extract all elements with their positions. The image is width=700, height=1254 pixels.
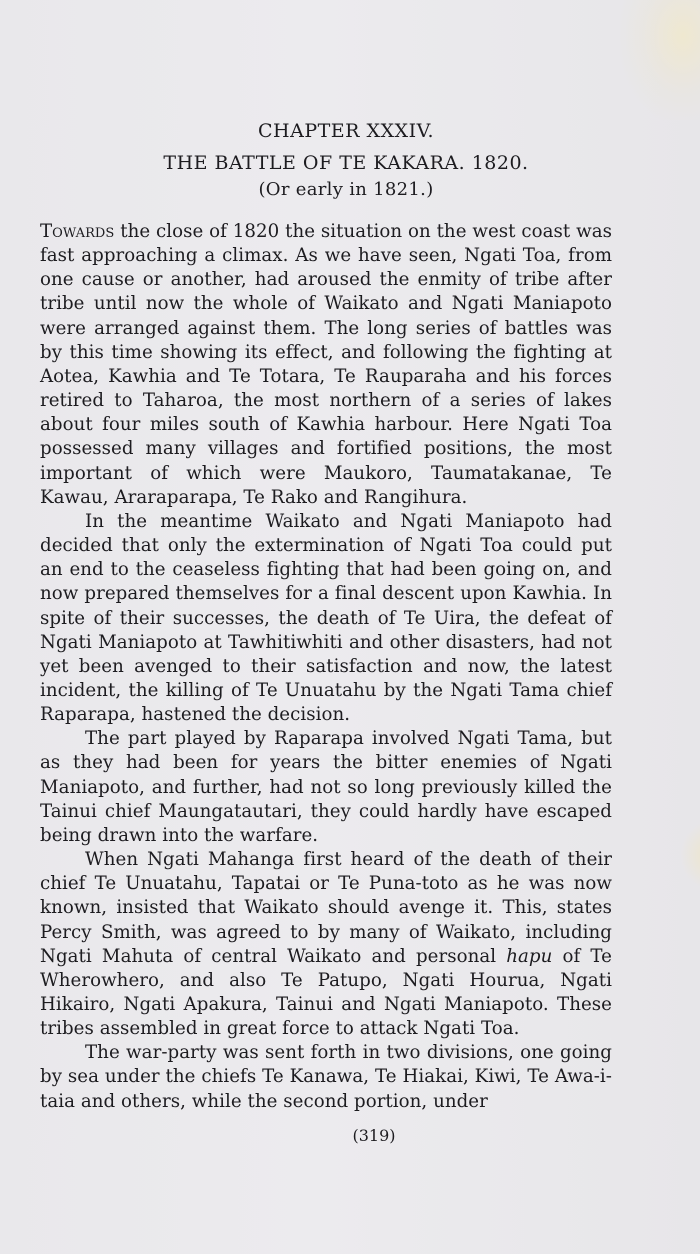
paragraph-lead-word: Towards [40, 221, 115, 242]
chapter-number: CHAPTER XXXIV. [257, 120, 435, 142]
paragraph [40, 220, 612, 510]
page-stain [620, 0, 700, 120]
chapter-title: THE BATTLE OF TE KAKARA. 1820. [163, 152, 529, 174]
paragraph-text: of Te Wherowhero, and also Te Patupo, Ngati Hourua, Ngati Hikairo, Ngati Apakura, Tainui and Ngati Maniapoto. These tribes assembled in great force to attack Ngati Toa. [40, 945, 612, 1040]
paragraph: The war-party was sent forth in two divisions, one going by sea under the chiefs Te Kanawa, Te Hiakai, Kiwi, Te Awa-i-taia and others, while the second portion, under [40, 1042, 612, 1112]
italic-term: hapu [506, 945, 553, 967]
paragraph-text: the close of 1820 the situation on the west coast was fast approaching a climax. As we have seen, Ngati Toa, from one cause or another, had aroused the enmity of tribe after tribe until now the whole of Waikato and Ngati Maniapoto were arranged against them. The long series of battles was by this time showing its effect, and following the fighting at Aotea, Kawhia and Te Totara, Te Rauparaha and his forces retired to Taharoa, the most northern of a series of lakes about four miles south of Kawhia harbour. Here Ngati Toa possessed many villages and fortified positions, the most important of which were Maukoro, Taumatakanae, Te Kawau, Araraparapa, Te Rako and Rangihura. [40, 221, 612, 508]
page-number: (319) [352, 1126, 396, 1145]
paragraph-text: When Ngati Mahanga first heard of the death of their chief Te Unuatahu, Tapatai or Te Puna-toto as he was now known, insisted that Waikato should avenge it. This, states Percy Smith, was agreed to by many of Waikato, including Ngati Mahuta of central Waikato and personal [40, 849, 612, 967]
paragraph: In the meantime Waikato and Ngati Maniapoto had decided that only the extermination of Ngati Toa could put an end to the ceaseless fighting that had been going on, and now prepared themselves for a final descent upon Kawhia. In spite of their successes, the death of Te Uira, the defeat of Ngati Maniapoto at Tawhitiwhiti and other disasters, had not yet been avenged to their satisfaction and now, the latest incident, the killing of Te Unuatahu by the Ngati Tama chief Raparapa, hastened the decision. [40, 510, 612, 726]
page-stain [680, 820, 700, 890]
paragraph [40, 848, 612, 1041]
paragraph: The part played by Raparapa involved Ngati Tama, but as they had been for years the bitter enemies of Ngati Maniapoto, and further, had not so long previously killed the Tainui chief Maungatautari, they could hardly have escaped being drawn into the warfare. [40, 728, 612, 846]
chapter-subtitle: (Or early in 1821.) [258, 179, 434, 200]
body-text [40, 220, 612, 1114]
